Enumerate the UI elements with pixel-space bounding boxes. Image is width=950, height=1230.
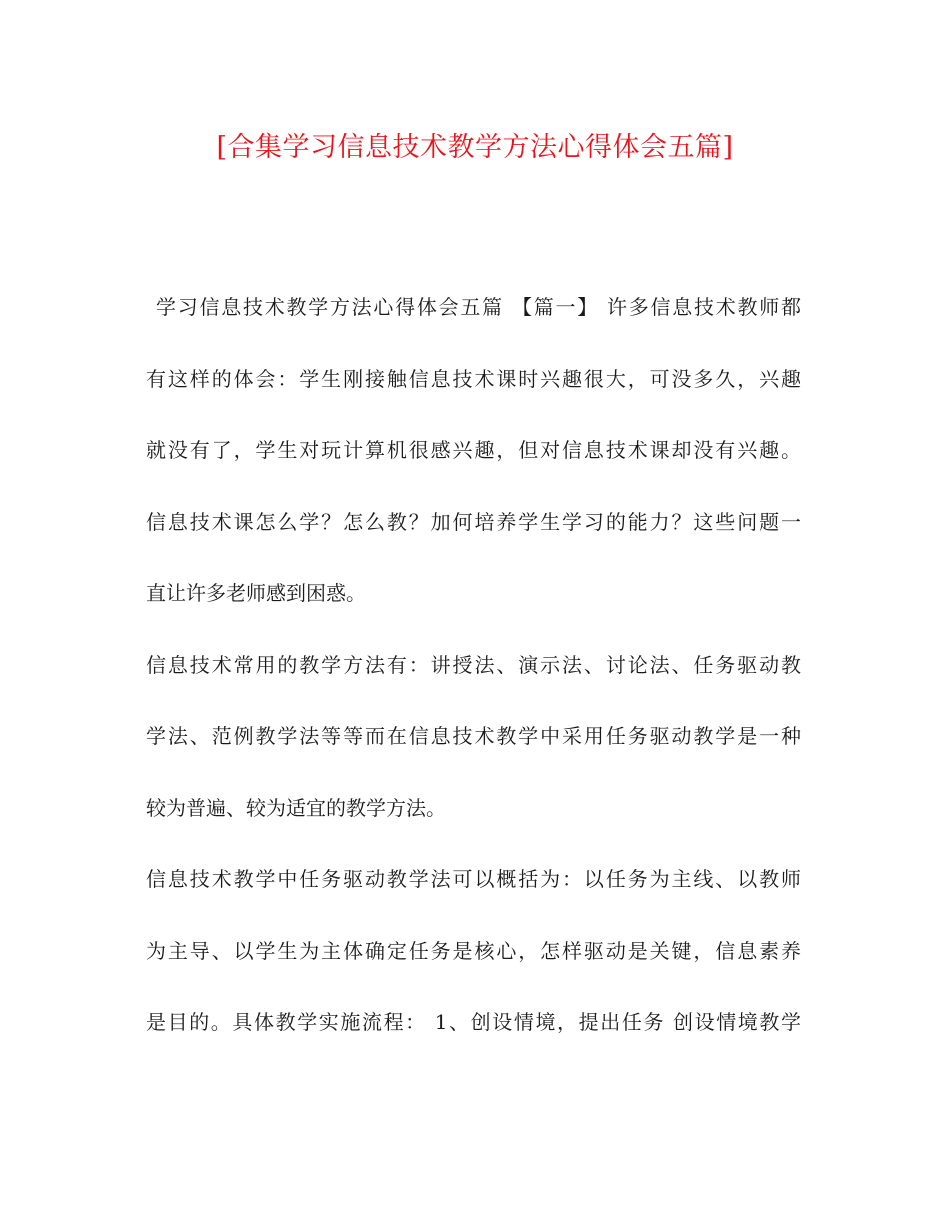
document-body — [146, 285, 801, 1072]
paragraph-line: 有这样的体会：学生刚接触信息技术课时兴趣很大，可没多久，兴趣 — [146, 366, 801, 391]
paragraph-line: 信息技术教学中任务驱动教学法可以概括为：以任务为主线、以教师 — [146, 867, 801, 891]
paragraph-line: 为主导、以学生为主体确定任务是核心，怎样驱动是关键，信息素养 — [146, 938, 801, 963]
document-title: [合集学习信息技术教学方法心得体会五篇] — [216, 132, 734, 163]
paragraph-line: 信息技术课怎么学？怎么教？加何培养学生学习的能力？这些问题一 — [146, 509, 801, 534]
paragraph-line: 直让许多老师感到困惑。 — [146, 581, 366, 605]
paragraph-line: 较为普遍、较为适宜的教学方法。 — [146, 795, 446, 820]
paragraph-line: 就没有了，学生对玩计算机很感兴趣，但对信息技术课却没有兴趣。 — [146, 438, 801, 462]
paragraph-line: 信息技术常用的教学方法有：讲授法、演示法、讨论法、任务驱动教 — [146, 652, 801, 677]
paragraph-line: 学法、范例教学法等等而在信息技术教学中采用任务驱动教学是一种 — [146, 724, 801, 748]
paragraph-line: 是目的。具体教学实施流程： 1、创设情境，提出任务 创设情境教学 — [146, 1010, 801, 1034]
paragraph-line: 学习信息技术教学方法心得体会五篇 【篇一】 许多信息技术教师都 — [156, 295, 801, 319]
